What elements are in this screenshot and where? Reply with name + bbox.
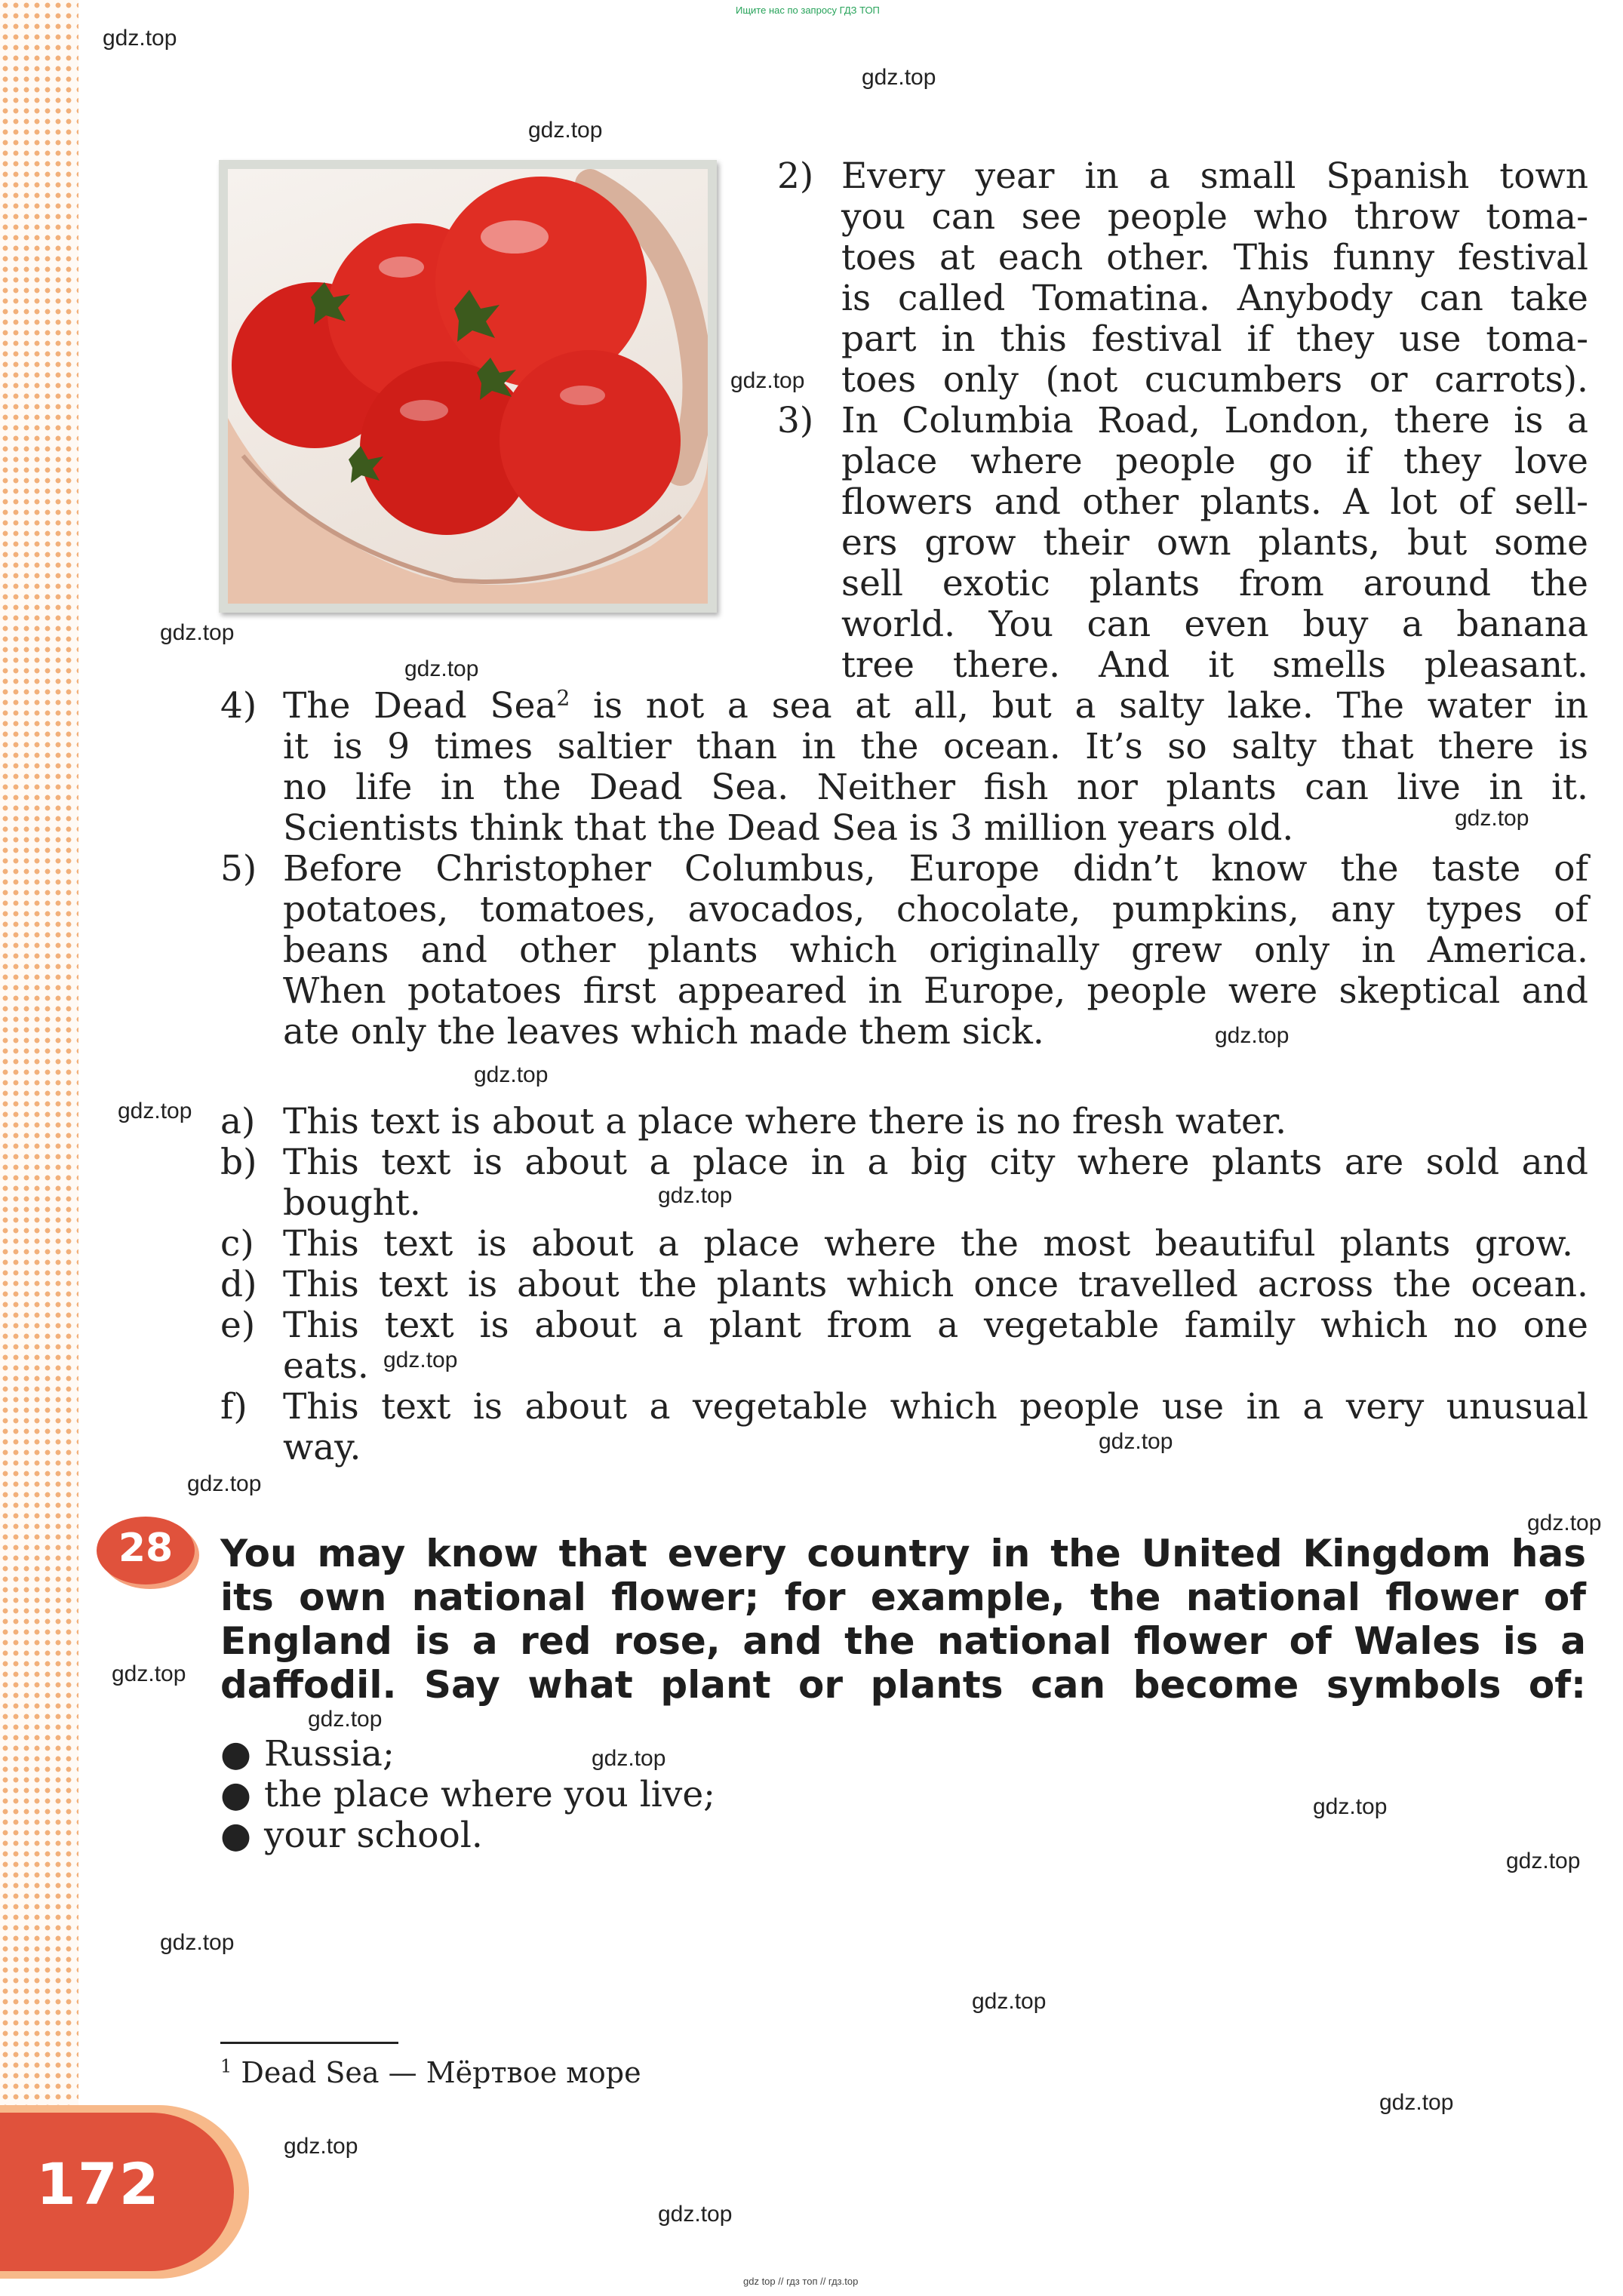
watermark: gdz.top [730,368,805,393]
watermark: gdz.top [103,26,177,51]
task-instruction-line: You may know that every country in the United Kingdom has [220,1532,1586,1575]
option-d-text: This text is about the plants which once travelled across the ocean. [283,1264,1588,1305]
watermark: gdz.top [383,1348,458,1372]
text-4-line [283,686,1588,727]
text-2-line: toes only (not cucumbers or carrots). [841,359,1588,401]
text-3-line: tree there. And it smells pleasant. [841,644,1588,686]
text-4-number: 4) [220,685,257,727]
bullet-item [220,1815,483,1856]
watermark: gdz.top [160,620,235,645]
watermark: gdz.top [1455,806,1529,831]
text-3-number: 3) [777,400,814,441]
bullet-dot: ● [220,1733,252,1775]
text-4-line: it is 9 times saltier than in the ocean. It’s so salty that there is [283,726,1588,767]
text-3-line: sell exotic plants from around the [841,563,1588,604]
watermark: gdz.top [187,1471,262,1496]
tomatoes-in-hands-icon [228,169,708,604]
text-2-line: toes at each other. This funny festival [841,237,1588,278]
option-b-text: bought. [283,1182,421,1224]
text-4-line: Scientists think that the Dead Sea is 3 million years old. [283,807,1294,849]
option-a-text: This text is about a place where there is no fresh water. [283,1101,1287,1142]
watermark: gdz.top [1506,1849,1581,1873]
option-e-letter: e) [220,1305,256,1346]
task-instruction-line: its own national flower; for example, the national flower of [220,1575,1586,1619]
watermark: gdz.top [118,1099,192,1123]
watermark: gdz.top [404,656,479,681]
watermark: gdz.top [1099,1429,1173,1454]
option-f-letter: f) [220,1386,247,1428]
watermark: gdz.top [862,65,936,90]
watermark: gdz.top [284,2134,358,2159]
text-2-line: part in this festival if they use toma- [841,318,1588,360]
watermark: gdz.top [160,1930,235,1955]
text-2-line: is called Tomatina. Anybody can take [841,278,1588,319]
watermark: gdz.top [474,1062,549,1087]
text-3-line: flowers and other plants. A lot of sell- [841,481,1588,523]
text-5-number: 5) [220,848,257,890]
tomatoes-photo [219,160,717,613]
text-3-line: In Columbia Road, London, there is a [841,400,1588,441]
text-5-line: ate only the leaves which made them sick. [283,1011,1044,1053]
text-5-line: potatoes, tomatoes, avocados, chocolate, pumpkins, any types of [283,889,1588,930]
option-f-text: This text is about a vegetable which people use in a very unusual [283,1386,1588,1428]
option-d-letter: d) [220,1264,257,1305]
text-5-line: beans and other plants which originally grew only in America. [283,930,1588,971]
watermark: gdz.top [1313,1794,1388,1819]
text-3-line: world. You can even buy a banana [841,604,1588,645]
text-3-line: place where people go if they love [841,441,1588,482]
text-5-line: Before Christopher Columbus, Europe didn’t know the taste of [283,848,1588,890]
dead-sea-term: The Dead Sea [283,685,557,727]
text-4-line-rest: is not a sea at all, but a salty lake. The water in [570,685,1589,727]
text-5-line: When potatoes first appeared in Europe, people were skeptical and [283,970,1588,1012]
watermark: gdz.top [658,1183,733,1208]
text-2-line: you can see people who throw toma- [841,196,1588,238]
footnote-text: Dead Sea — Мёртвое море [241,2056,641,2089]
option-e-text: This text is about a plant from a vegetable family which no one [283,1305,1588,1346]
footnote [220,2055,641,2090]
text-2-line: Every year in a small Spanish town [841,155,1588,197]
watermark: gdz.top [658,2202,733,2227]
bottom-note: gdz top // гдз топ // гдз.top [743,2276,859,2287]
bullet-dot: ● [220,1815,252,1856]
option-a-letter: a) [220,1101,256,1142]
watermark: gdz.top [1379,2090,1454,2115]
watermark: gdz.top [1527,1511,1602,1535]
watermark: gdz.top [972,1989,1047,2014]
text-3-line: ers grow their own plants, but some [841,522,1588,564]
footnote-rule [220,2042,398,2044]
task-number: 28 [118,1526,174,1571]
text-2-number: 2) [777,155,814,197]
watermark: gdz.top [1215,1023,1289,1048]
bullet-item [220,1734,395,1775]
option-b-letter: b) [220,1142,257,1183]
watermark: gdz.top [528,118,603,143]
option-e-text: eats. [283,1345,369,1387]
page-number: 172 [36,2150,161,2218]
option-f-text: way. [283,1427,361,1468]
bullet-text: Russia; [264,1733,395,1775]
watermark: gdz.top [592,1746,666,1771]
footnote-mark: 1 [220,2055,232,2077]
option-b-text: This text is about a place in a big city where plants are sold and [283,1142,1588,1183]
tomatoes-illustration [228,169,708,604]
task-instruction-line: England is a red rose, and the national flower of Wales is a [220,1619,1586,1663]
option-c-letter: c) [220,1223,254,1265]
watermark: gdz.top [112,1661,186,1686]
bullet-text: the place where you live; [264,1774,715,1815]
bullet-text: your school. [264,1815,483,1856]
bullet-dot: ● [220,1774,252,1815]
footnote-ref: 2 [556,685,570,711]
dotted-margin-decoration [0,0,78,2143]
text-4-line: no life in the Dead Sea. Neither fish nor plants can live in it. [283,767,1588,808]
task-number-badge [97,1517,195,1584]
option-c-text: This text is about a place where the most beautiful plants grow. [283,1223,1573,1265]
top-note: Ищите нас по запросу ГДЗ ТОП [736,5,880,16]
task-instruction-line: daffodil. Say what plant or plants can become symbols of: [220,1663,1586,1707]
bullet-item [220,1775,715,1815]
watermark: gdz.top [308,1707,383,1732]
